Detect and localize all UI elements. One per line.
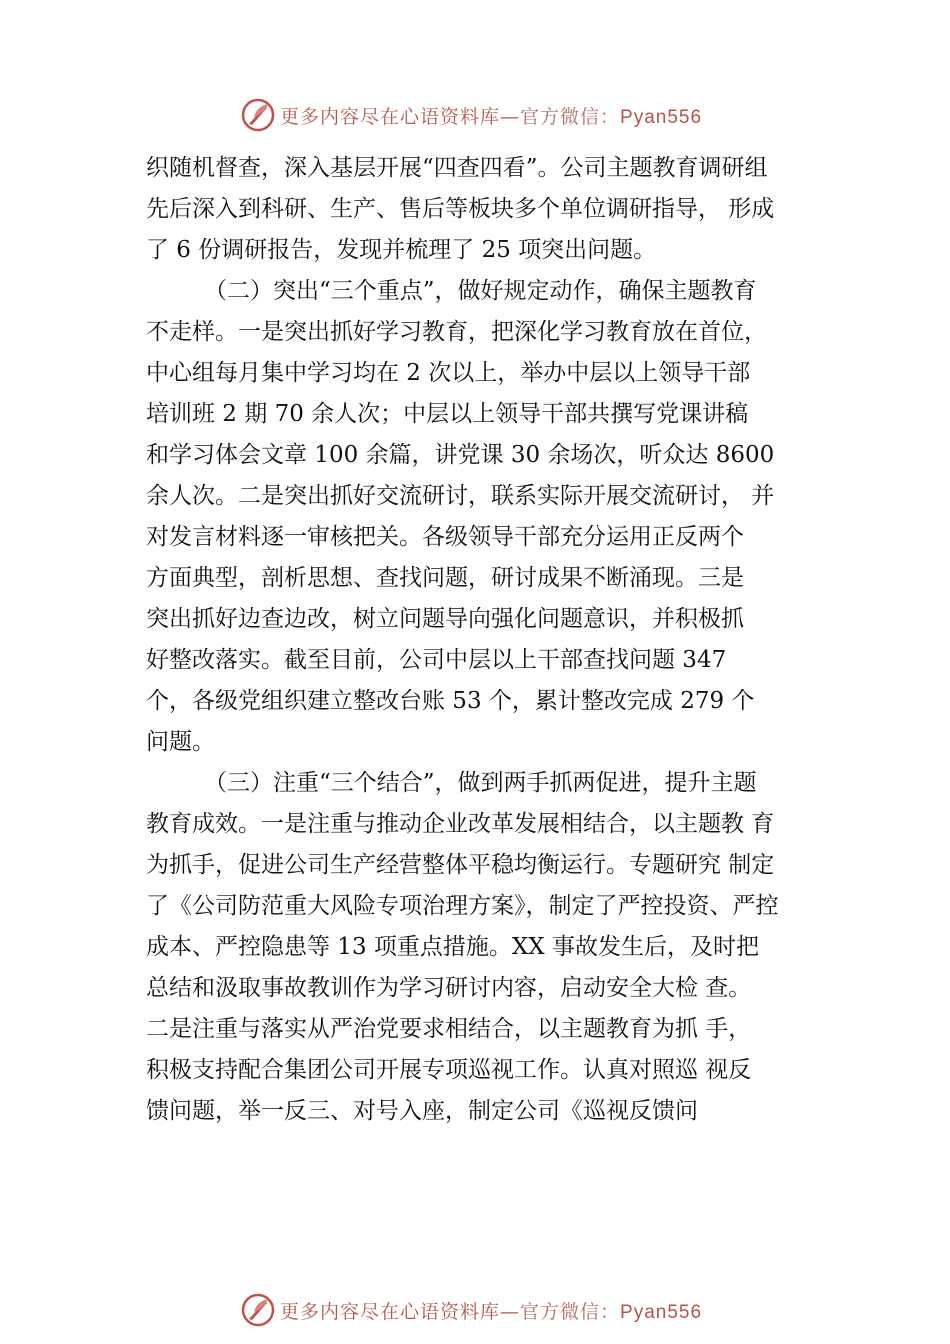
quill-pen-logo-icon (240, 97, 276, 133)
body-line: 好整改落实。截至目前，公司中层以上干部查找问题 347 (146, 647, 727, 673)
body-line: 突出抓好边查边改，树立问题导向强化问题意识，并积极抓 (146, 606, 744, 632)
body-line: 积极支持配合集团公司开展专项巡视工作。认真对照巡 视反 (146, 1057, 752, 1083)
section-heading-line: （三）注重“三个结合”，做到两手抓两促进，提升主题 (204, 770, 757, 796)
body-line: 织随机督查，深入基层开展“四查四看”。公司主题教育调研组 (146, 155, 768, 181)
body-line: 不走样。一是突出抓好学习教育，把深化学习教育放在首位， (146, 319, 767, 345)
header-wechat-id: Pyan556 (620, 106, 703, 128)
body-line: 馈问题，举一反三、对号入座，制定公司《巡视反馈问 (146, 1098, 698, 1124)
header-wechat-label: 官方微信： (520, 105, 621, 128)
header-dash: — (500, 105, 521, 128)
body-line: 培训班 2 期 70 余人次；中层以上领导干部共撰写党课讲稿 (146, 401, 749, 427)
body-line: 成本、严控隐患等 13 项重点措施。XX 事故发生后，及时把 (146, 934, 759, 960)
body-line: 和学习体会文章 100 余篇，讲党课 30 余场次，听众达 8600 (146, 442, 775, 468)
footer-text (280, 1297, 702, 1324)
body-line: 为抓手，促进公司生产经营整体平稳均衡运行。专题研究 制定 (146, 852, 775, 878)
body-line: 教育成效。一是注重与推动企业改革发展相结合，以主题教 育 (146, 811, 775, 837)
body-line: 了 6 份调研报告，发现并梳理了 25 项突出问题。 (146, 237, 657, 263)
body-line: 余人次。二是突出抓好交流研讨，联系实际开展交流研讨， 并 (146, 483, 775, 509)
body-line: 先后深入到科研、生产、售后等板块多个单位调研指导， 形成 (146, 196, 775, 222)
section-heading-line: （二）突出“三个重点”，做好规定动作，确保主题教育 (204, 278, 757, 304)
body-line: 中心组每月集中学习均在 2 次以上，举办中层以上领导干部 (146, 360, 751, 386)
header-banner (240, 95, 800, 135)
body-line: 二是注重与落实从严治党要求相结合，以主题教育为抓 手， (146, 1016, 752, 1042)
footer-wechat-label: 官方微信： (520, 1300, 621, 1323)
footer-banner (240, 1290, 800, 1330)
footer-site-text: 更多内容尽在心语资料库 (280, 1300, 501, 1323)
header-site-text: 更多内容尽在心语资料库 (280, 105, 501, 128)
header-text (280, 102, 702, 129)
document-body (146, 148, 826, 1132)
body-line: 了《公司防范重大风险专项治理方案》，制定了严控投资、严控 (146, 893, 779, 919)
body-line: 问题。 (146, 729, 215, 755)
footer-dash: — (500, 1300, 521, 1323)
body-line: 方面典型，剖析思想、查找问题，研讨成果不断涌现。三是 (146, 565, 744, 591)
body-line: 总结和汲取事故教训作为学习研讨内容，启动安全大检 查。 (146, 975, 752, 1001)
quill-pen-logo-icon (240, 1292, 276, 1328)
body-line: 个，各级党组织建立整改台账 53 个，累计整改完成 279 个 (146, 688, 755, 714)
body-line: 对发言材料逐一审核把关。各级领导干部充分运用正反两个 (146, 524, 744, 550)
footer-wechat-id: Pyan556 (620, 1301, 703, 1323)
